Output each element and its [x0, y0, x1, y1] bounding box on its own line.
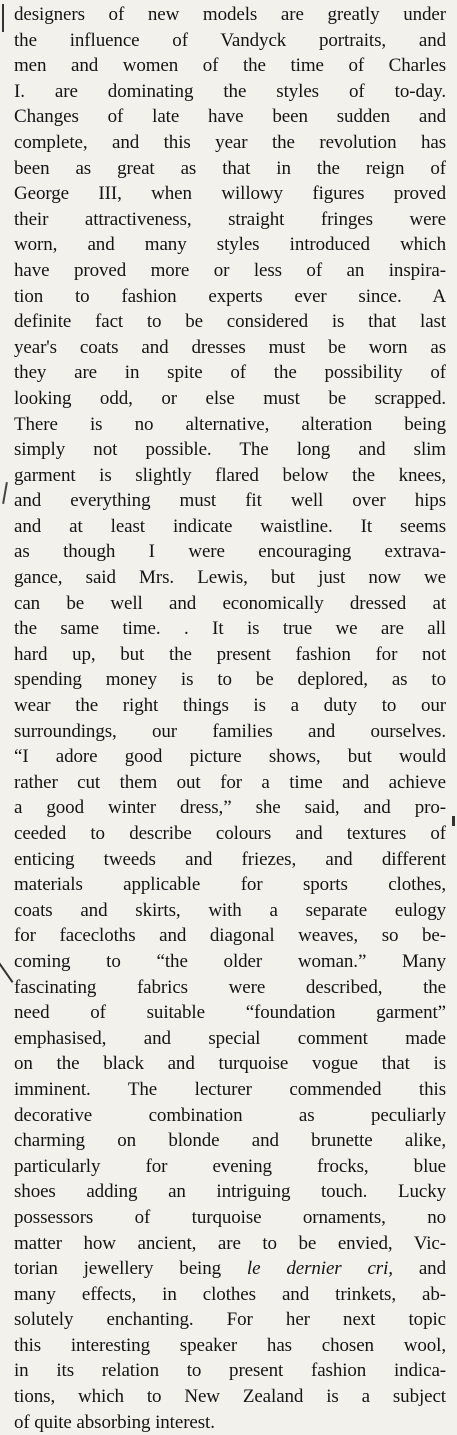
text-line: the same time. . It is true we are all — [14, 618, 446, 640]
text-line: the influence of Vandyck portraits, and — [14, 29, 446, 51]
text-line: I. are dominating the styles of to-day. — [14, 80, 446, 102]
text-line: a good winter dress,” she said, and pro- — [14, 797, 446, 819]
text-line: as though I were encouraging extrava- — [14, 541, 446, 563]
text-line: their attractiveness, straight fringes were — [14, 208, 446, 230]
text-line: materials applicable for sports clothes, — [14, 874, 446, 896]
text-line: enticing tweeds and friezes, and different — [14, 848, 446, 870]
text-line: in its relation to present fashion indica- — [14, 1360, 446, 1382]
text-line: George III, when willowy figures proved — [14, 183, 446, 205]
text-line: imminent. The lecturer commended this — [14, 1078, 446, 1100]
text-line: “I adore good picture shows, but would — [14, 746, 446, 768]
text-line: and at least indicate waistline. It seems — [14, 515, 446, 537]
text-line: have proved more or less of an inspira- — [14, 259, 446, 281]
text-line: solutely enchanting. For her next topic — [14, 1309, 446, 1331]
text-line: charming on blonde and brunette alike, — [14, 1130, 446, 1152]
text-line: need of suitable “foundation garment” — [14, 1002, 446, 1024]
text-line: year's coats and dresses must be worn as — [14, 336, 446, 358]
text-line: wear the right things is a duty to our — [14, 695, 446, 717]
text-line: this interesting speaker has chosen wool, — [14, 1334, 446, 1356]
text-line: coats and skirts, with a separate eulogy — [14, 899, 446, 921]
text-line: particularly for evening frocks, blue — [14, 1155, 446, 1177]
text-line: matter how ancient, are to be envied, Vic- — [14, 1232, 446, 1254]
margin-mark — [2, 482, 8, 504]
article-column — [14, 2, 446, 1435]
text-line: complete, and this year the revolution has — [14, 131, 446, 153]
text-line: looking odd, or else must be scrapped. — [14, 387, 446, 409]
text-line-mixed — [14, 1256, 446, 1282]
text-line: surroundings, our families and ourselves. — [14, 720, 446, 742]
text-line: coming to “the older woman.” Many — [14, 950, 446, 972]
text-line: been as great as that in the reign of — [14, 157, 446, 179]
text-line: possessors of turquoise ornaments, no — [14, 1206, 446, 1228]
text-line: shoes adding an intriguing touch. Lucky — [14, 1181, 446, 1203]
text-line: emphasised, and special comment made — [14, 1027, 446, 1049]
text-line: they are in spite of the possibility of — [14, 362, 446, 384]
text-segment: torian jewellery being — [14, 1258, 247, 1280]
text-line: men and women of the time of Charles — [14, 55, 446, 77]
text-line: garment is slightly flared below the knees, — [14, 464, 446, 486]
text-line: spending money is to be deplored, as to — [14, 669, 446, 691]
margin-mark — [2, 4, 4, 32]
text-line: and everything must fit well over hips — [14, 490, 446, 512]
text-segment: and — [392, 1258, 446, 1280]
text-line: worn, and many styles introduced which — [14, 234, 446, 256]
text-line: for facecloths and diagonal weaves, so be- — [14, 925, 446, 947]
text-line: ceeded to describe colours and textures of — [14, 823, 446, 844]
italic-phrase: le dernier cri, — [246, 1258, 393, 1280]
text-line: tions, which to New Zealand is a subject — [14, 1386, 446, 1408]
margin-mark — [0, 957, 13, 983]
text-line: gance, said Mrs. Lewis, but just now we — [14, 567, 446, 589]
text-line: many effects, in clothes and trinkets, ab- — [14, 1283, 446, 1305]
text-line: hard up, but the present fashion for not — [14, 643, 446, 665]
text-line: designers of new models are greatly under — [14, 4, 446, 25]
text-line: simply not possible. The long and slim — [14, 439, 446, 461]
text-line: Changes of late have been sudden and — [14, 106, 446, 128]
text-line: fascinating fabrics were described, the — [14, 976, 446, 998]
margin-mark — [452, 816, 455, 826]
text-line: on the black and turquoise vogue that is — [14, 1053, 446, 1075]
text-line: rather cut them out for a time and achieve — [14, 771, 446, 793]
text-line: tion to fashion experts ever since. A — [14, 285, 446, 307]
text-line: There is no alternative, alteration being — [14, 413, 446, 435]
text-line: definite fact to be considered is that last — [14, 311, 446, 333]
text-line: decorative combination as peculiarly — [14, 1104, 446, 1126]
text-line: can be well and economically dressed at — [14, 592, 446, 614]
text-line-final: of quite absorbing interest. — [14, 1411, 215, 1433]
